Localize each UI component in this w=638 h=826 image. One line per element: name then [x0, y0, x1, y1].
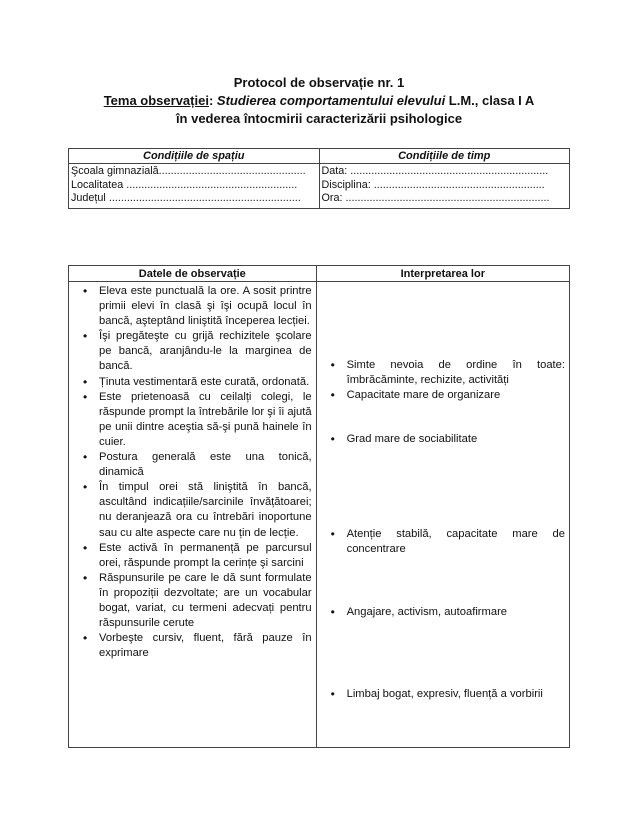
- time-conditions-header: Condițiile de timp: [319, 149, 570, 164]
- interpretation-group-engagement: [317, 605, 565, 620]
- county-field: Județul ................................................................: [71, 192, 301, 204]
- observation-list: [69, 282, 316, 661]
- conditions-table: [68, 148, 570, 209]
- observation-data-header: Datele de observație: [69, 266, 317, 282]
- interpretation-item: • Limbaj bogat, expresiv, fluență a vorbirii: [317, 687, 565, 702]
- time-conditions-cell: [319, 164, 570, 209]
- observation-table: [68, 265, 570, 748]
- interpretation-cell: [316, 282, 569, 748]
- theme-italic: Studierea comportamentului elevului: [216, 93, 446, 108]
- interpretation-item: • Grad mare de sociabilitate: [317, 432, 565, 447]
- school-field: Şcoala gimnazială.................................................: [71, 165, 306, 177]
- space-conditions-header: Condițiile de spațiu: [69, 149, 320, 164]
- observation-item: • Postura generală este una tonică, dinamică: [69, 450, 312, 480]
- interpretation-item: • Atenție stabilă, capacitate mare de concentrare: [317, 527, 565, 557]
- hour-field: Ora: ....................................................................: [321, 192, 550, 204]
- interpretation-group-order: [317, 358, 565, 403]
- locality-field: Localitatea .........................................................: [71, 178, 298, 191]
- interpretation-group-language: [317, 687, 565, 702]
- observation-item: • Vorbeşte cursiv, fluent, fără pauze în exprimare: [69, 631, 312, 661]
- observation-header-row: [69, 266, 570, 282]
- space-conditions-cell: [69, 164, 320, 209]
- observation-item: • Răspunsurile pe care le dă sunt formulate în propoziții dezvoltate; are un vocabular bogat, variat, cu termeni adecvați pentru răspunsurile cerute: [69, 571, 312, 631]
- protocol-subtitle: în vederea întocmirii caracterizării psihologice: [175, 111, 463, 126]
- interpretation-item: • Simte nevoia de ordine în toate: îmbrăcăminte, rechizite, activități: [317, 358, 565, 388]
- observation-item: • Eleva este punctuală la ore. A sosit printre primii elevi în clasă şi îşi ocupă locul în bancă, aşteptând liniştită începerea lecției.: [69, 284, 312, 329]
- observation-item: • Este prietenoasă cu ceilalți colegi, le răspunde prompt la întrebările lor şi îi ajută pe unii dintre aceştia să-şi pună hainele în cuier.: [69, 390, 312, 450]
- interpretation-group-attention: [317, 527, 565, 557]
- observation-item: • Ținuta vestimentară este curată, ordonată.: [69, 375, 312, 390]
- interpretation-item: • Angajare, activism, autoafirmare: [317, 605, 565, 620]
- document-title-block: [0, 74, 638, 128]
- discipline-field: Disciplina: .........................................................: [321, 178, 545, 191]
- interpretation-header: Interpretarea lor: [316, 266, 569, 282]
- observation-item: • În timpul orei stă liniştită în bancă, ascultând indicațiile/sarcinile învățătoarei; nu deranjează ora cu întrebări inoportune sau cu alte aspecte care nu țin de lecție.: [69, 480, 312, 540]
- interpretation-group-sociability: [317, 432, 565, 447]
- interpretation-item: • Capacitate mare de organizare: [317, 388, 565, 403]
- theme-rest: L.M., clasa I A: [445, 93, 535, 108]
- conditions-header-row: [69, 149, 570, 164]
- date-field: Data: ..................................................................: [321, 165, 549, 177]
- theme-colon: :: [208, 93, 217, 108]
- observation-data-cell: [69, 282, 317, 748]
- observation-body-row: [69, 282, 570, 748]
- protocol-title: Protocol de observație nr. 1: [233, 75, 405, 90]
- observation-theme: [0, 92, 638, 110]
- theme-label: Tema observației: [103, 93, 209, 108]
- conditions-body-row: [69, 164, 570, 209]
- observation-item: • Îşi pregăteşte cu grijă rechizitele şcolare pe bancă, aranjându-le la marginea de bancă.: [69, 329, 312, 374]
- observation-item: • Este activă în permanență pe parcursul orei, răspunde prompt la cerințe şi sarcini: [69, 541, 312, 571]
